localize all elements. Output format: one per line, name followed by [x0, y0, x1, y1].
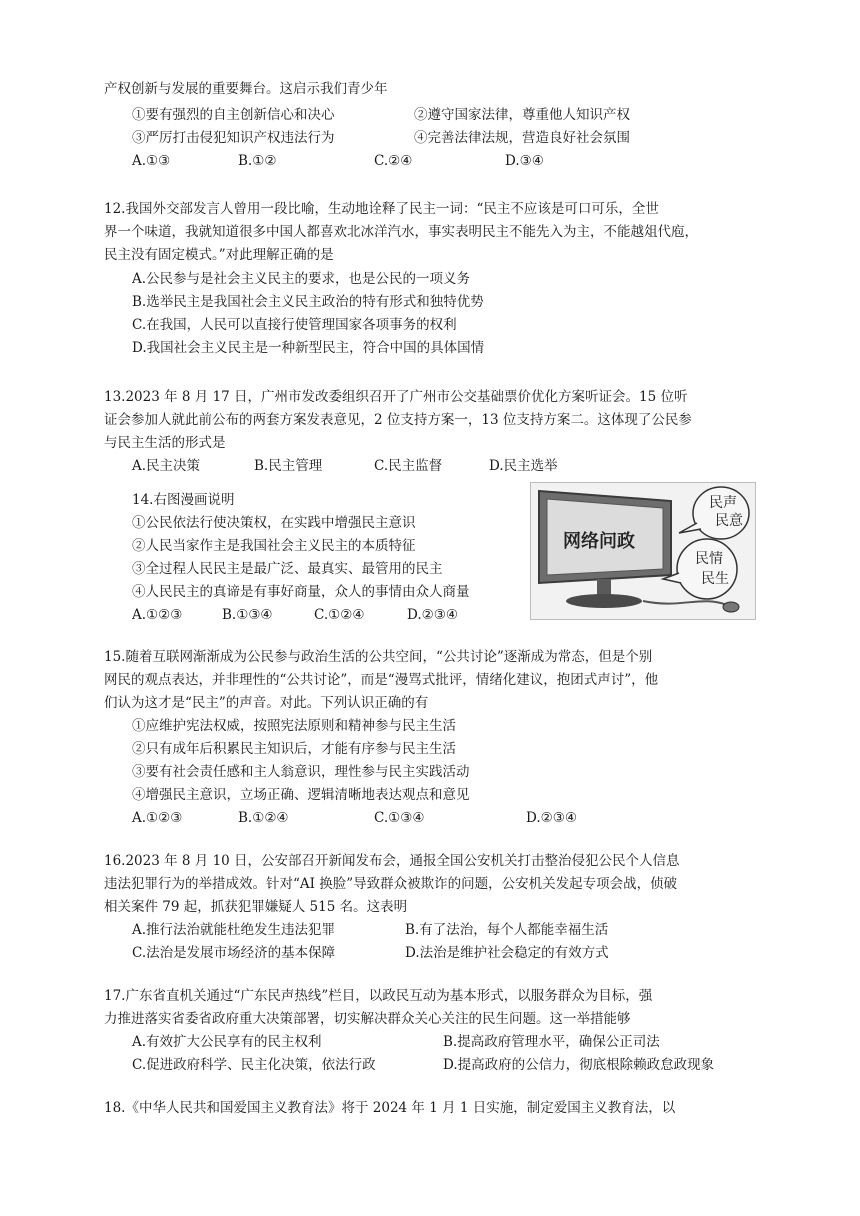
q11-option-2: ②遵守国家法律，尊重他人知识产权	[414, 107, 630, 123]
q11-stem-tail: 产权创新与发展的重要舞台。这启示我们青少年	[104, 81, 388, 97]
q14-cartoon-image	[530, 482, 756, 620]
q15-stem-line-3: 们认为这才是“民主”的声音。对此。下列认识正确的有	[104, 695, 429, 711]
q17-choice-c: C.促进政府科学、民主化决策，依法行政	[132, 1057, 376, 1073]
q15-option-1: ①应维护宪法权威，按照宪法原则和精神参与民主生活	[132, 718, 456, 734]
q14-choice-c: C.①②④	[314, 607, 365, 623]
q14-choice-b: B.①③④	[222, 607, 273, 623]
q12-choice-c: C.在我国，人民可以直接行使管理国家各项事务的权利	[132, 317, 457, 333]
q11-choice-b: B.①②	[238, 153, 277, 169]
q14-stem: 14.右图漫画说明	[132, 492, 235, 508]
q15-option-4: ④增强民主意识，立场正确、逻辑清晰地表达观点和意见	[132, 787, 470, 803]
q12-stem-line-3: 民主没有固定模式。”对此理解正确的是	[104, 247, 334, 263]
q15-stem-line-2: 网民的观点表达，并非理性的“公共讨论”，而是“漫骂式批评，情绪化建议，抱团式声讨”，他	[104, 672, 659, 688]
q12-choice-a: A.公民参与是社会主义民主的要求，也是公民的一项义务	[132, 271, 471, 287]
bubble-2-line-2: 民生	[701, 572, 729, 587]
q17-stem-line-2: 力推进落实省委省政府重大决策部署，切实解决群众关心关注的民生问题。这一举措能够	[104, 1011, 631, 1027]
q17-stem-line-1: 17.广东省直机关通过“广东民声热线”栏目，以政民互动为基本形式，以服务群众为目标，强	[104, 988, 653, 1004]
q16-choice-a: A.推行法治就能杜绝发生违法犯罪	[132, 922, 336, 938]
q12-stem-line-2: 界一个味道，我就知道很多中国人都喜欢北冰洋汽水，事实表明民主不能先入为主，不能越俎代庖，	[104, 224, 698, 240]
q13-choice-a: A.民主决策	[132, 458, 201, 474]
q15-choice-b: B.①②④	[238, 810, 289, 826]
q15-choice-a: A.①②③	[132, 810, 183, 826]
q11-option-1: ①要有强烈的自主创新信心和决心	[132, 107, 335, 123]
q17-choice-a: A.有效扩大公民享有的民主权利	[132, 1034, 322, 1050]
q17-choice-d: D.提高政府的公信力，彻底根除赖政怠政现象	[443, 1057, 715, 1073]
q16-choice-b: B.有了法治，每个人都能幸福生活	[405, 922, 609, 938]
q14-option-3: ③全过程人民民主是最广泛、最真实、最管用的民主	[132, 561, 443, 577]
q13-stem-line-1: 13.2023 年 8 月 17 日，广州市发改委组织召开了广州市公交基础票价优化方案听证会。15 位听	[104, 389, 688, 405]
q12-choice-d: D.我国社会主义民主是一种新型民主，符合中国的具体国情	[132, 340, 485, 356]
q13-choice-c: C.民主监督	[374, 458, 443, 474]
q15-option-2: ②只有成年后积累民主知识后，才能有序参与民主生活	[132, 741, 456, 757]
q11-option-3: ③严厉打击侵犯知识产权违法行为	[132, 130, 335, 146]
q12-choice-b: B.选举民主是我国社会主义民主政治的特有形式和独特优势	[132, 294, 484, 310]
speech-bubble-2	[663, 539, 737, 599]
q14-option-2: ②人民当家作主是我国社会主义民主的本质特征	[132, 538, 416, 554]
bubble-2-line-1: 民情	[695, 552, 723, 567]
q15-choice-d: D.②③④	[526, 810, 577, 826]
q16-stem-line-3: 相关案件 79 起，抓获犯罪嫌疑人 515 名。这表明	[104, 899, 408, 915]
q18-stem-line-1: 18.《中华人民共和国爱国主义教育法》将于 2024 年 1 月 1 日实施，制定爱国主义教育法，以	[104, 1100, 676, 1116]
q15-stem-line-1: 15.随着互联网渐渐成为公民参与政治生活的公共空间，“公共讨论”逐渐成为常态，但是个别	[104, 649, 653, 665]
q11-option-4: ④完善法律法规，营造良好社会氛围	[414, 130, 630, 146]
q14-choice-a: A.①②③	[132, 607, 183, 623]
q14-choice-d: D.②③④	[407, 607, 458, 623]
q16-choice-c: C.法治是发展市场经济的基本保障	[132, 945, 336, 961]
q11-choice-d: D.③④	[505, 153, 544, 169]
q17-choice-b: B.提高政府管理水平，确保公正司法	[443, 1034, 660, 1050]
q16-stem-line-1: 16.2023 年 8 月 10 日，公安部召开新闻发布会，通报全国公安机关打击整治侵犯公民个人信息	[104, 853, 680, 869]
q13-stem-line-2: 证会参加人就此前公布的两套方案发表意见，2 位支持方案一，13 位支持方案二。这体现了公民参	[104, 412, 692, 428]
q12-stem-line-1: 12.我国外交部发言人曾用一段比喻，生动地诠释了民主一词：“民主不应该是可口可乐，全世	[104, 201, 659, 217]
q14-option-4: ④人民民主的真谛是有事好商量，众人的事情由众人商量	[132, 584, 470, 600]
q16-choice-d: D.法治是维护社会稳定的有效方式	[405, 945, 609, 961]
q13-stem-line-3: 与民主生活的形式是	[104, 435, 226, 451]
bubble-1-line-1: 民声	[709, 496, 737, 511]
q11-choice-a: A.①③	[132, 153, 171, 169]
cartoon-screen-text: 网络问政	[563, 531, 635, 551]
q13-choice-d: D.民主选举	[489, 458, 558, 474]
q14-option-1: ①公民依法行使决策权，在实践中增强民主意识	[132, 515, 416, 531]
bubble-1-line-2: 民意	[715, 514, 743, 529]
q15-choice-c: C.①③④	[374, 810, 425, 826]
q15-option-3: ③要有社会责任感和主人翁意识，理性参与民主实践活动	[132, 764, 470, 780]
q16-stem-line-2: 违法犯罪行为的举措成效。针对“AI 换脸”导致群众被欺诈的问题，公安机关发起专项会战，侦破	[104, 876, 678, 892]
q13-choice-b: B.民主管理	[254, 458, 323, 474]
speech-bubble-1	[679, 487, 749, 539]
q11-choice-c: C.②④	[374, 153, 413, 169]
